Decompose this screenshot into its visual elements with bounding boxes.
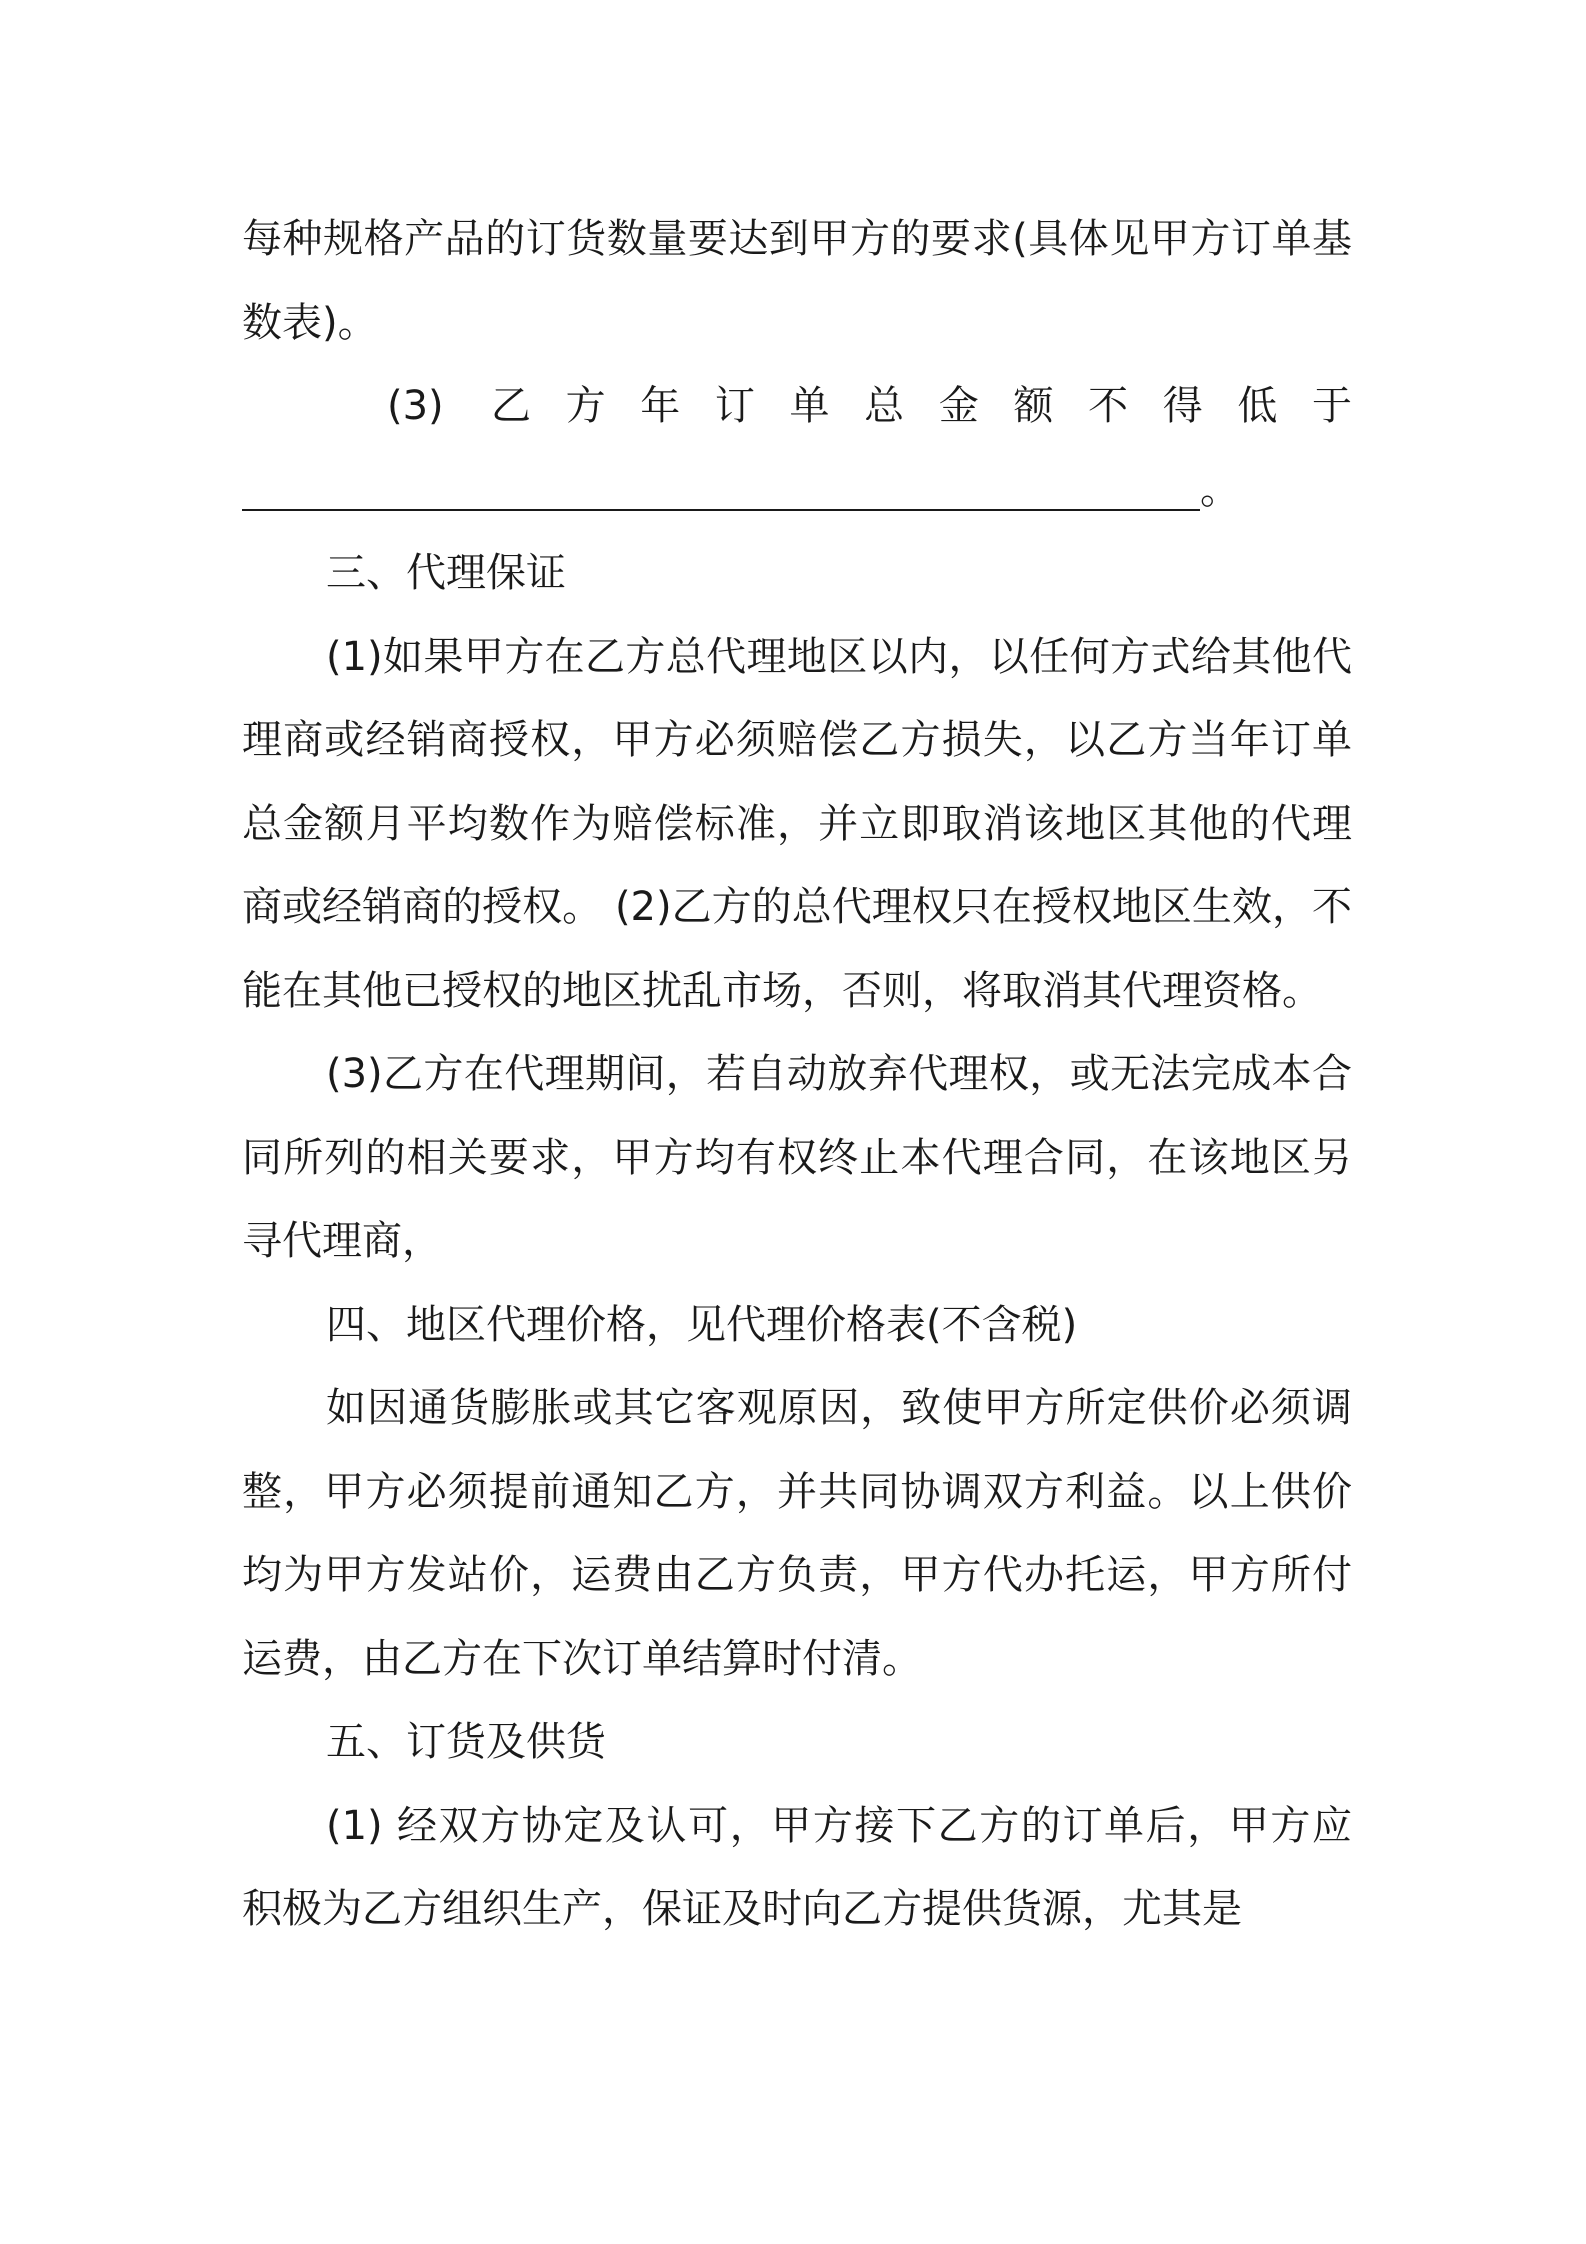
- document-body: [242, 198, 1352, 1952]
- fill-in-blank-line: [242, 449, 1352, 533]
- paragraph-order-fulfillment: (1) 经双方协定及认可，甲方接下乙方的订单后，甲方应积极为乙方组织生产，保证及时向乙方提供货源，尤其是: [242, 1802, 1352, 1932]
- paragraph-order-quantity: 每种规格产品的订货数量要达到甲方的要求(具体见甲方订单基数表)。: [242, 216, 1352, 346]
- blank-line-end-mark: 。: [1200, 466, 1240, 513]
- paragraph-price-adjustment: 如因通货膨胀或其它客观原因，致使甲方所定供价必须调整，甲方必须提前通知乙方，并共同协调双方利益。以上供价均为甲方发站价，运费由乙方负责，甲方代办托运，甲方所付运费，由乙方在下次订单结算时付清。: [242, 1385, 1352, 1682]
- paragraph-termination-rights: (3)乙方在代理期间，若自动放弃代理权，或无法完成本合同所列的相关要求，甲方均有权终止本代理合同，在该地区另寻代理商，: [242, 1051, 1352, 1264]
- blank-underline: [242, 509, 1200, 511]
- paragraph-exclusive-territory: (1)如果甲方在乙方总代理地区以内，以任何方式给其他代理商或经销商授权，甲方必须赔偿乙方损失，以乙方当年订单总金额月平均数作为赔偿标准，并立即取消该地区其他的代理商或经销商的授权。 (2)乙方的总代理权只在授权地区生效，不能在其他已授权的地区扰乱市场，否则，将取消其代理资格。: [242, 633, 1352, 1014]
- section-heading-regional-pricing: 四、地区代理价格，见代理价格表(不含税): [326, 1301, 1078, 1348]
- paragraph-annual-order-minimum: (3) 乙方年订单总金额不得低于: [387, 383, 1352, 429]
- section-heading-agency-guarantee: 三、代理保证: [326, 550, 566, 596]
- section-heading-ordering-supply: 五、订货及供货: [326, 1719, 606, 1765]
